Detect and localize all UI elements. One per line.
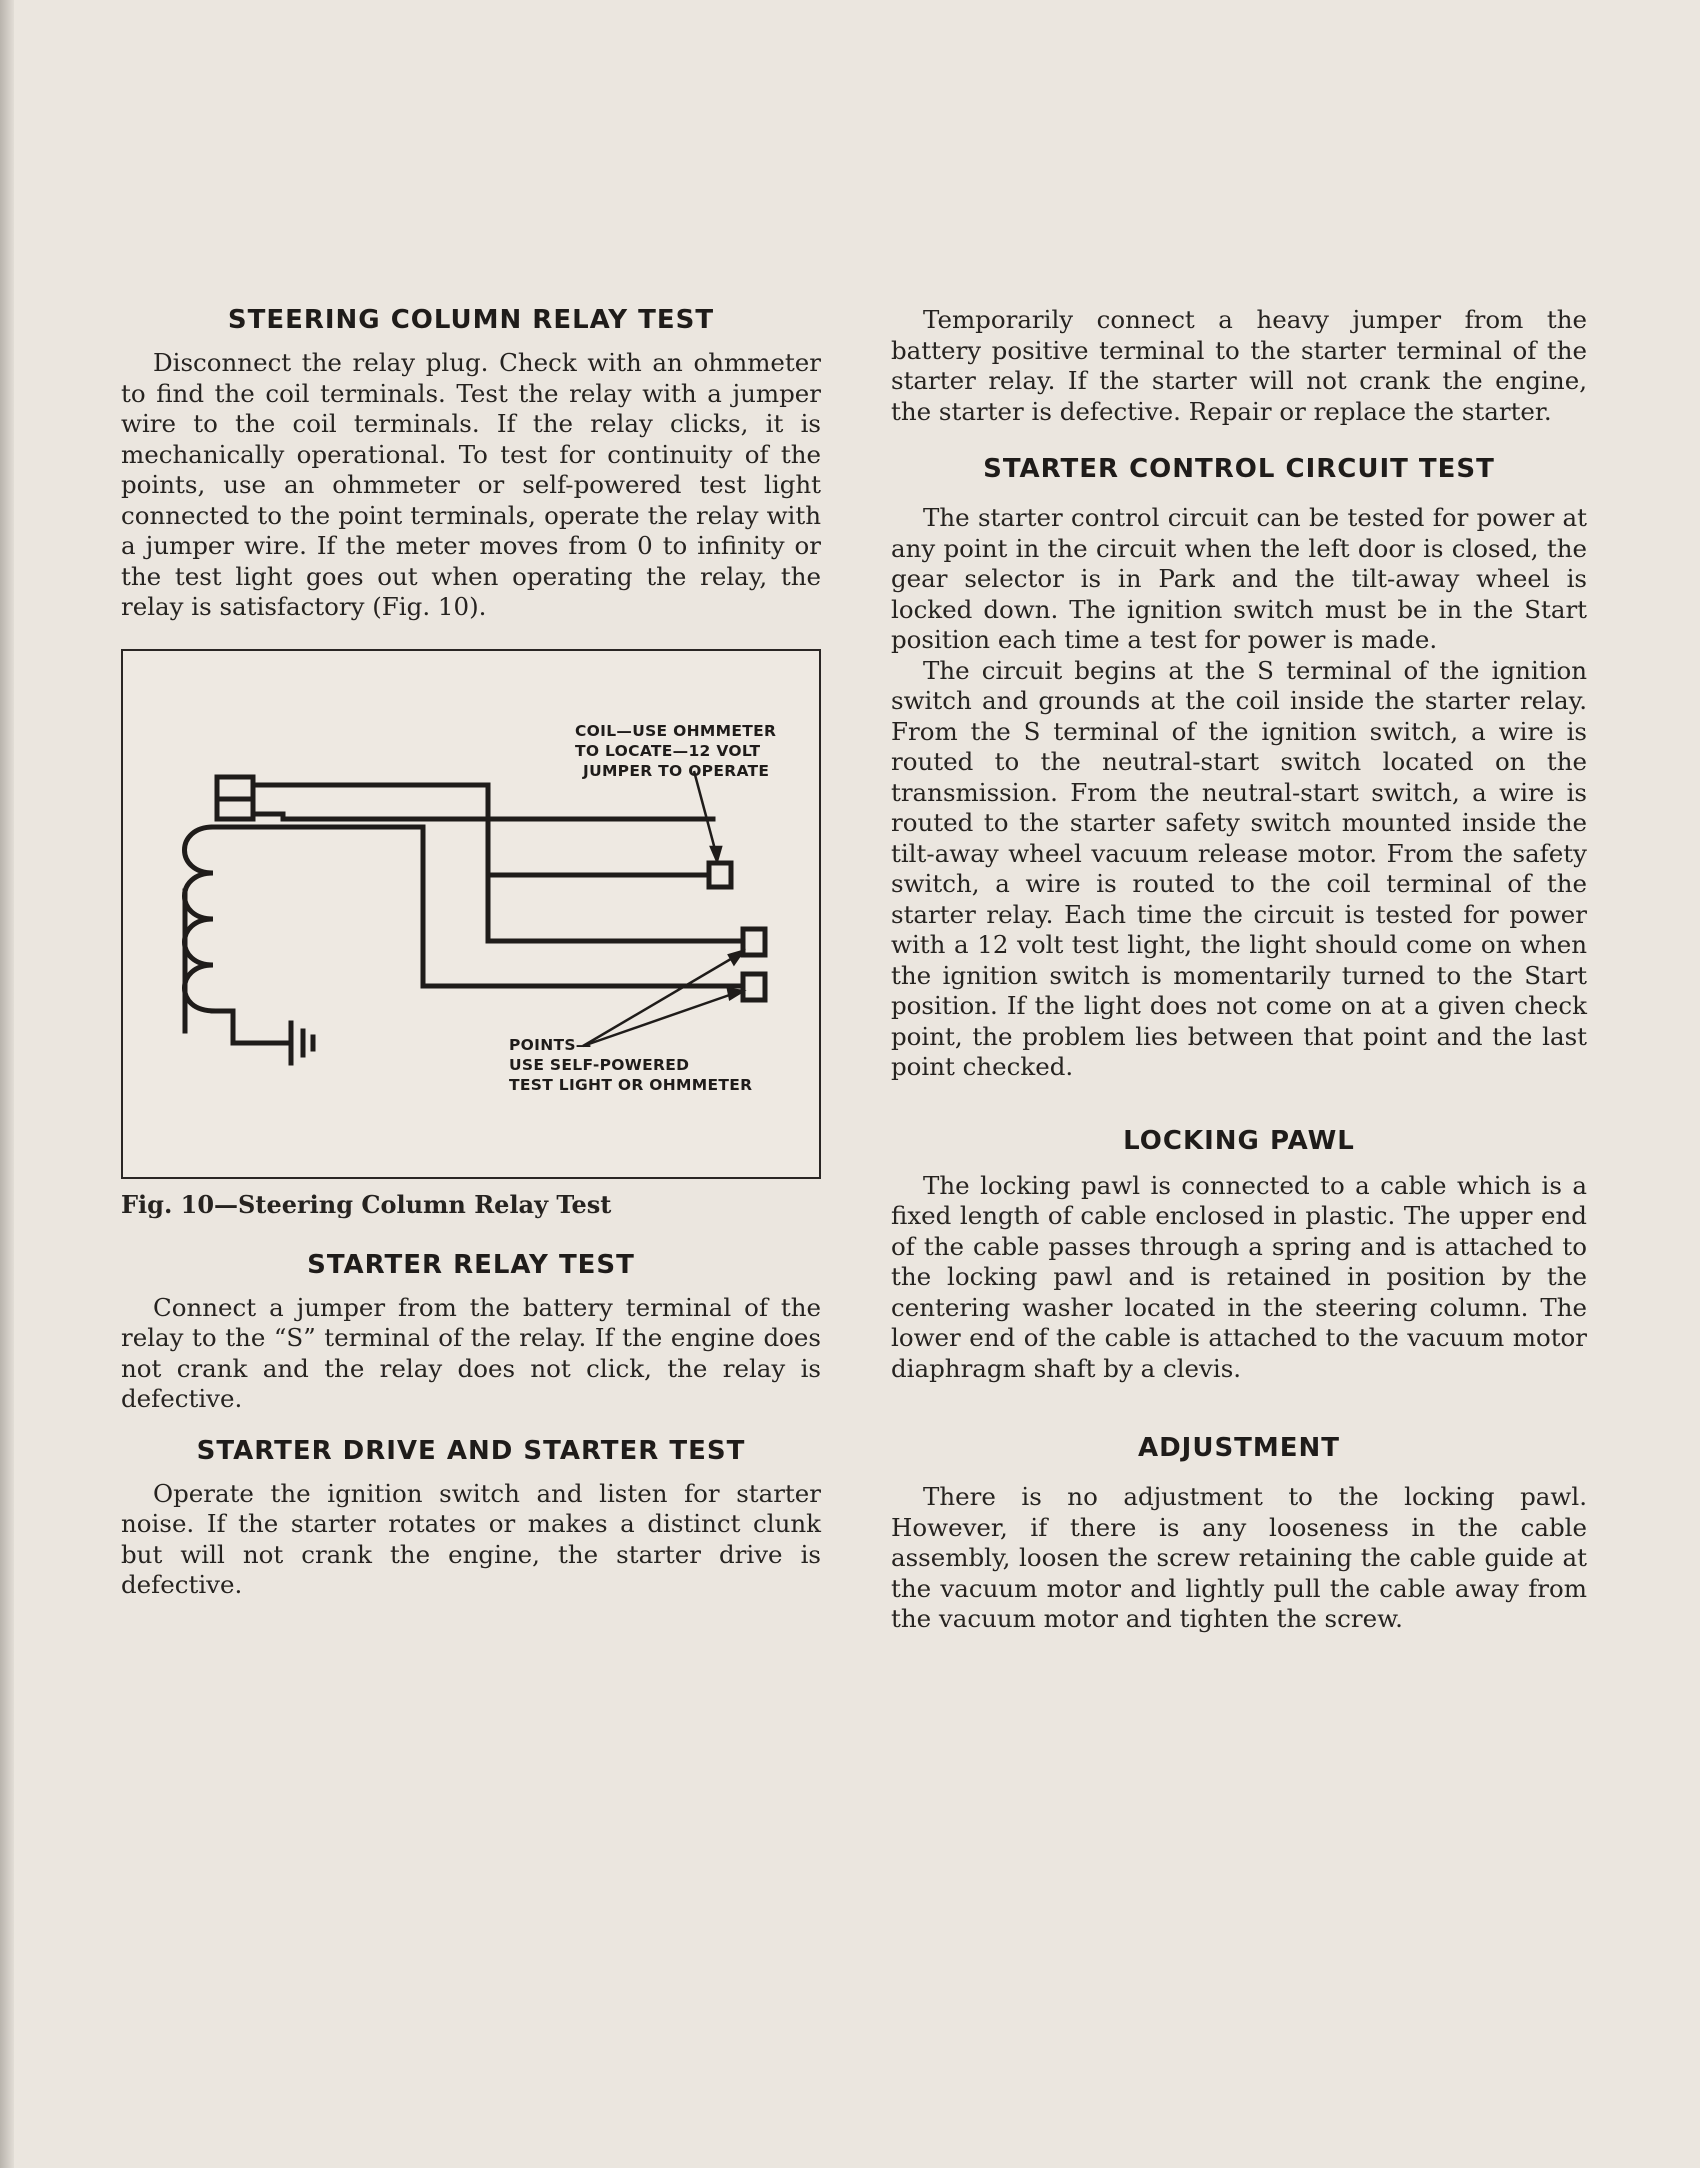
starter-control-circuit-text-2: The circuit begins at the S terminal of the ignition switch and grounds at the coil inside the starter relay. From the S terminal of the ignition switch, a wire is routed to the neutral-start switch located on the transmission. From the neutral-start switch, a wire is routed to the starter safety switch mounted inside the tilt-away wheel vacuum release motor. From the safety switch, a wire is routed to the coil terminal of the starter relay. Each time the circuit is tested for power with a 12 volt test light, the light should come on when the ignition switch is momentarily turned to the Start position. If the light does not come on at a given check point, the problem lies between that point and the last point checked. xyxy=(891,655,1587,1081)
coil-label-arrowhead xyxy=(711,847,721,861)
coil-label-line-1: COIL—USE OHMMETER xyxy=(575,721,777,740)
starter-relay-test-heading: STARTER RELAY TEST xyxy=(307,1249,635,1280)
starter-control-circuit-heading: STARTER CONTROL CIRCUIT TEST xyxy=(983,454,1495,484)
point-terminal-lower xyxy=(743,974,765,1000)
ground-wire xyxy=(213,1011,291,1043)
wire-to-points-upper xyxy=(253,785,743,941)
starter-jumper-text: Temporarily connect a heavy jumper from the battery positive terminal to the starter terminal of the starter relay. If the starter will not crank the engine, the starter is defective. Repair or replace the starter. xyxy=(891,305,1587,426)
starter-relay-test-text: Connect a jumper from the battery terminal of the relay to the “S” terminal of the relay. If the engine does not crank and the relay does not click, the relay is defective. xyxy=(121,1292,821,1413)
coil-label-line-2: TO LOCATE—12 VOLT xyxy=(575,741,761,760)
starter-drive-test-text: Operate the ignition switch and listen for starter noise. If the starter rotates or makes a distinct clunk but will not crank the engine, the starter drive is defective. xyxy=(121,1478,821,1599)
locking-pawl-text: The locking pawl is connected to a cable which is a fixed length of cable enclosed in plastic. The upper end of the cable passes through a spring and is attached to the locking pawl and is retained in position by the centering washer located in the steering column. The lower end of the cable is attached to the vacuum motor diaphragm shaft by a clevis. xyxy=(891,1170,1587,1383)
coil-winding xyxy=(185,827,214,1011)
coil-label-leader xyxy=(694,771,717,857)
steering-column-relay-test-text: Disconnect the relay plug. Check with an ohmmeter to find the coil terminals. Test the relay with a jumper wire to the coil terminals. If the relay clicks, it is mechanically operational. To test for continuity of the points, use an ohmmeter or self-powered test light connected to the point terminals, operate the relay with a jumper wire. If the meter moves from 0 to infinity or the test light goes out when operating the relay, the relay is satisfactory (Fig. 10). xyxy=(121,348,821,621)
coil-terminal xyxy=(709,863,731,887)
point-terminal-upper xyxy=(743,929,765,955)
left-column xyxy=(121,300,821,1601)
relay-diagram-figure xyxy=(121,649,821,1179)
starter-drive-test-heading: STARTER DRIVE AND STARTER TEST xyxy=(196,1435,746,1466)
locking-pawl-heading: LOCKING PAWL xyxy=(1123,1125,1355,1156)
points-label-line-2: USE SELF-POWERED xyxy=(509,1055,690,1074)
wire-coil-loop xyxy=(213,827,743,986)
points-label-line-1: POINTS— xyxy=(509,1035,592,1054)
right-column xyxy=(891,305,1587,1635)
coil-label-line-3: JUMPER TO OPERATE xyxy=(583,761,770,780)
points-label-line-3: TEST LIGHT OR OHMMETER xyxy=(509,1075,753,1094)
page-binding-edge xyxy=(0,0,14,2168)
figure-caption: Fig. 10—Steering Column Relay Test xyxy=(121,1189,612,1219)
steering-column-relay-test-heading: STEERING COLUMN RELAY TEST xyxy=(227,305,715,335)
relay-plug-connector-inner xyxy=(217,777,253,799)
starter-control-circuit-text-1: The starter control circuit can be tested for power at any point in the circuit when the left door is closed, the gear selector is in Park and the tilt-away wheel is locked down. The ignition switch must be in the Start position each time a test for power is made. xyxy=(891,503,1587,654)
adjustment-text: There is no adjustment to the locking pawl. However, if there is any looseness in the cable assembly, loosen the screw retaining the cable guide at the vacuum motor and lightly pull the cable away from the vacuum motor and tighten the screw. xyxy=(891,1482,1587,1633)
adjustment-heading: ADJUSTMENT xyxy=(1137,1433,1341,1463)
